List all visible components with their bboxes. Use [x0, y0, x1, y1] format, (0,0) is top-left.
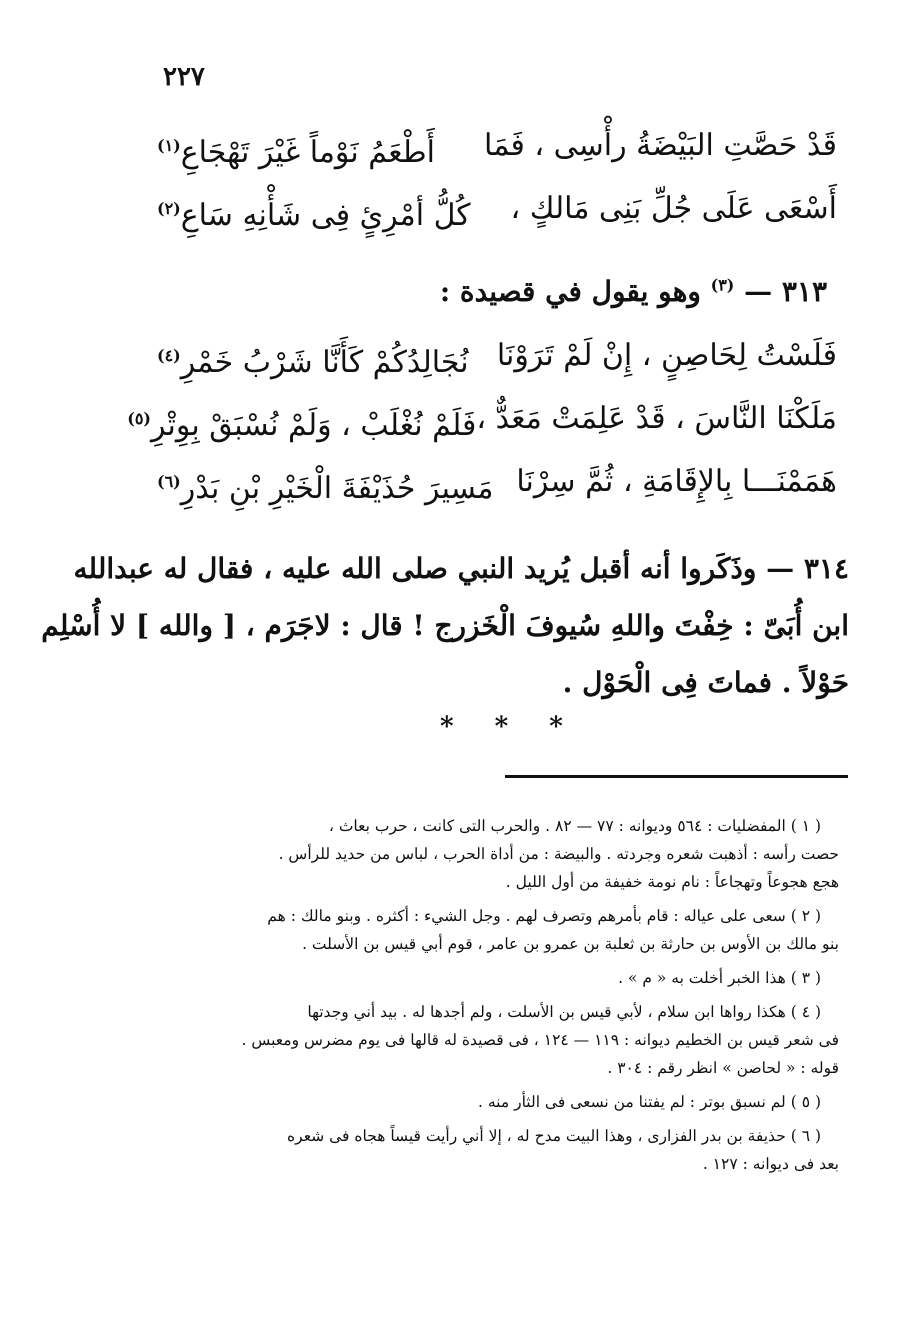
footnote-3: [91, 964, 839, 992]
footnote-1: [91, 812, 839, 896]
hemistich-second: فَلَمْ نُغْلَبْ ، وَلَمْ نُسْبَقْ بِوِتْرِ$^{(٥)}$: [127, 408, 477, 443]
footnote-line: بنو مالك بن الأوس بن حارثة بن ثعلبة بن عمرو بن عامر ، قوم أبي قيس بن الأسلت .: [302, 935, 839, 953]
footnote-line: ( ٣ ) هذا الخبر أخلت به « م » .: [618, 969, 821, 987]
hemistich-first: أَسْعَى عَلَى جُلِّ بَنِى مَالكٍ ،: [510, 191, 837, 226]
section-separator: * * *: [440, 712, 579, 742]
footnote-4: [91, 998, 839, 1082]
footnote-6: [91, 1122, 839, 1178]
footnote-line: ( ٤ ) هكذا رواها ابن سلام ، لأبي قيس بن الأسلت ، ولم أجدها له . بيد أني وجدتها: [307, 1003, 821, 1021]
footnote-line: ( ٢ ) سعى على عياله : قام بأمرهم وتصرف لهم . وجل الشيء : أكثره . وبنو مالك : هم: [267, 907, 821, 925]
hemistich-second: كُلُّ أمْرِئٍ فِى شَأْنِهِ سَاعِ$^{(٢)}$: [157, 198, 471, 233]
footnote-line: ( ٦ ) حذيفة بن بدر الفزارى ، وهذا البيت مدح له ، إلا أني رأيت قيساً هجاه فى شعره: [287, 1127, 821, 1145]
prose-line: ابن أُبَىّ : خِفْتَ واللهِ سُيوفَ الْخَزرج ! قال : لاجَرَم ، [ والله ] لا أُسْلِم: [41, 609, 849, 642]
verse-block-313: [127, 328, 837, 517]
footnote-line: ( ٥ ) لم نسبق بوتر : لم يفتنا من نسعى فى الثأر منه .: [478, 1093, 821, 1111]
verse-line: [157, 454, 837, 517]
section-heading-313: [440, 275, 827, 308]
footnote-marker: (١): [157, 136, 181, 155]
hemistich-second: نُجَالِدُكُمْ كَأَنَّا شَرْبُ خَمْرِ$^{(٤)}$: [157, 345, 469, 380]
verse-line: [157, 181, 837, 244]
hemistich-first: هَمَمْنَـــا بِالإِقَامَةِ ، ثُمَّ سِرْنَا: [516, 464, 837, 499]
footnote-marker: (٥): [127, 409, 151, 428]
footnote-line: فى شعر قيس بن الخطيم ديوانه : ١١٩ — ١٢٤ ، فى قصيدة له قالها فى يوم مضرس ومعبس .: [241, 1031, 839, 1049]
footnote-marker: (٦): [157, 472, 181, 491]
hemistich-first: فَلَسْتُ لِحَاصِنٍ ، إِنْ لَمْ تَرَوْنَا: [496, 338, 837, 373]
footnote-line: قوله : « لحاصن » انظر رقم : ٣٠٤ .: [607, 1059, 839, 1077]
footnote-rule: [505, 775, 848, 778]
verse-line: [157, 328, 837, 391]
verse-line: [127, 391, 837, 454]
section-number: ٣١٣ —: [744, 275, 827, 308]
footnote-line: حصت رأسه : أذهبت شعره وجردته . والبيضة : من أداة الحرب ، لباس من حديد للرأس .: [278, 845, 839, 863]
footnote-marker: (٢): [157, 199, 181, 218]
footnote-marker: (٤): [157, 346, 181, 365]
hemistich-first: مَلَكْنَا النَّاسَ ، قَدْ عَلِمَتْ مَعَدٌّ ،: [476, 401, 837, 436]
verse-line: [157, 118, 837, 181]
hemistich-first: قَدْ حَصَّتِ البَيْضَةُ رأْسِى ، فَمَا: [484, 128, 837, 163]
footnote-line: بعد فى ديوانه : ١٢٧ .: [702, 1155, 839, 1173]
hemistich-second: أَطْعَمُ نَوْماً غَيْرَ تَهْجَاعِ$^{(١)}$: [157, 135, 435, 170]
hemistich-second: مَسِيرَ حُذَيْفَةَ الْخَيْرِ بْنِ بَدْرِ$^{(٦)}$: [157, 471, 494, 506]
footnote-2: [91, 902, 839, 958]
footnotes: [91, 812, 839, 1184]
footnote-line: ( ١ ) المفضليات : ٥٦٤ وديوانه : ٧٧ — ٨٢ . والحرب التى كانت ، حرب بعاث ،: [328, 817, 821, 835]
verse-block-top: [157, 118, 837, 244]
section-intro: وهو يقول في قصيدة :: [439, 275, 701, 308]
prose-line: ٣١٤ — وذَكَروا أنه أقبل يُريد النبي صلى الله عليه ، فقال له عبدالله: [73, 552, 849, 585]
page-number: ٢٢٧: [163, 62, 205, 92]
footnote-5: [91, 1088, 839, 1116]
footnote-line: هجع هجوعاً وتهجاعاً : نام نومة خفيفة من أول الليل .: [505, 873, 839, 891]
prose-line: حَوْلاً . فماتَ فِى الْحَوْل .: [562, 666, 849, 699]
footnote-marker: (٣): [710, 275, 735, 295]
prose-314: [41, 540, 849, 711]
